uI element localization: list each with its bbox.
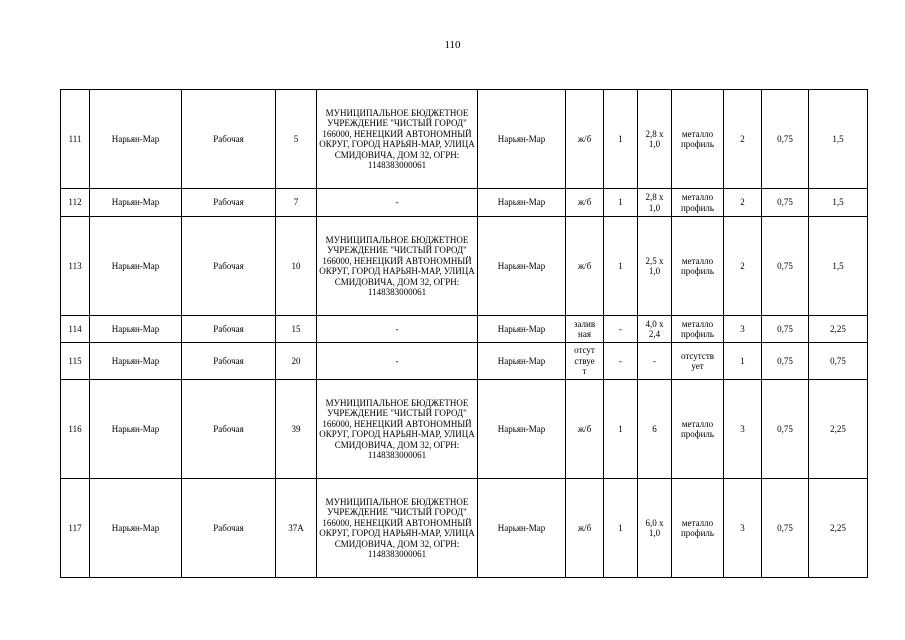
- container-count-cell-text: 3: [740, 522, 745, 533]
- source-city-cell: [478, 189, 566, 217]
- waste-site-register-table: [60, 89, 868, 578]
- table-row: [61, 90, 868, 189]
- row-number-cell: [61, 343, 90, 380]
- row-number-cell-text: 113: [68, 260, 82, 271]
- owner-cell-text: МУНИЦИПАЛЬНОЕ БЮДЖЕТНОЕ УЧРЕЖДЕНИЕ "ЧИСТЫЙ ГОРОД" 166000, НЕНЕЦКИЙ АВТОНОМНЫЙ ОКРУГ, ГОРОД НАРЬЯН-МАР, УЛИЦА СМИДОВИЧА, ДОМ 32, ОГРН: 1148383000061: [319, 496, 475, 559]
- container-count-cell: [724, 343, 762, 380]
- fence-cell: [604, 217, 638, 316]
- surface-type-cell-text: залив ная: [573, 318, 596, 339]
- status-cell-text: Рабочая: [213, 133, 244, 144]
- area-size-cell: [638, 316, 672, 343]
- row-number-cell: [61, 380, 90, 479]
- area-size-cell-text: 4,0 x 2,4: [645, 318, 664, 339]
- fence-cell-text: -: [619, 355, 622, 366]
- status-cell: [182, 217, 276, 316]
- city-cell-text: Нарьян-Мар: [111, 133, 160, 144]
- total-volume-cell-text: 2,25: [830, 423, 846, 434]
- source-city-cell-text: Нарьян-Мар: [497, 197, 546, 208]
- area-size-cell-text: -: [653, 355, 656, 366]
- city-cell-text: Нарьян-Мар: [111, 260, 160, 271]
- table-row: [61, 316, 868, 343]
- source-city-cell: [478, 316, 566, 343]
- fence-cell: [604, 189, 638, 217]
- container-volume-cell-text: 0,75: [777, 423, 793, 434]
- table-row: [61, 380, 868, 479]
- surface-type-cell: [566, 189, 604, 217]
- total-volume-cell: [809, 189, 868, 217]
- container-material-cell-text: металло профиль: [680, 192, 715, 213]
- point-number-cell-text: 15: [291, 323, 301, 334]
- container-volume-cell-text: 0,75: [777, 197, 793, 208]
- container-volume-cell: [762, 479, 809, 578]
- container-count-cell-text: 1: [740, 355, 745, 366]
- container-material-cell: [672, 90, 724, 189]
- surface-type-cell-text: ж/б: [577, 133, 592, 144]
- source-city-cell: [478, 217, 566, 316]
- fence-cell-text: 1: [618, 133, 623, 144]
- row-number-cell-text: 112: [68, 197, 82, 208]
- table-body: [61, 90, 868, 578]
- total-volume-cell: [809, 316, 868, 343]
- container-material-cell: [672, 217, 724, 316]
- container-volume-cell: [762, 90, 809, 189]
- city-cell-text: Нарьян-Мар: [111, 423, 160, 434]
- source-city-cell-text: Нарьян-Мар: [497, 260, 546, 271]
- row-number-cell: [61, 90, 90, 189]
- owner-cell: [317, 90, 478, 189]
- area-size-cell-text: 6: [652, 423, 657, 434]
- source-city-cell-text: Нарьян-Мар: [497, 133, 546, 144]
- table-row: [61, 343, 868, 380]
- point-number-cell: [276, 343, 317, 380]
- row-number-cell: [61, 316, 90, 343]
- total-volume-cell: [809, 479, 868, 578]
- source-city-cell: [478, 380, 566, 479]
- point-number-cell: [276, 189, 317, 217]
- surface-type-cell: [566, 316, 604, 343]
- fence-cell-text: 1: [618, 522, 623, 533]
- container-count-cell: [724, 479, 762, 578]
- container-count-cell: [724, 380, 762, 479]
- owner-cell: [317, 316, 478, 343]
- row-number-cell-text: 115: [68, 355, 82, 366]
- status-cell: [182, 316, 276, 343]
- owner-cell: [317, 343, 478, 380]
- city-cell: [90, 479, 182, 578]
- fence-cell: [604, 343, 638, 380]
- container-material-cell: [672, 316, 724, 343]
- surface-type-cell: [566, 90, 604, 189]
- container-material-cell: [672, 479, 724, 578]
- status-cell: [182, 343, 276, 380]
- owner-cell: [317, 189, 478, 217]
- table-row: [61, 217, 868, 316]
- area-size-cell-text: 2,8 x 1,0: [645, 192, 664, 213]
- total-volume-cell: [809, 90, 868, 189]
- point-number-cell: [276, 316, 317, 343]
- surface-type-cell: [566, 380, 604, 479]
- total-volume-cell: [809, 217, 868, 316]
- city-cell: [90, 189, 182, 217]
- area-size-cell: [638, 90, 672, 189]
- container-volume-cell-text: 0,75: [777, 260, 793, 271]
- fence-cell: [604, 90, 638, 189]
- container-volume-cell-text: 0,75: [777, 133, 793, 144]
- area-size-cell: [638, 189, 672, 217]
- point-number-cell: [276, 380, 317, 479]
- container-material-cell-text: металло профиль: [680, 255, 715, 276]
- owner-cell-text: МУНИЦИПАЛЬНОЕ БЮДЖЕТНОЕ УЧРЕЖДЕНИЕ "ЧИСТЫЙ ГОРОД" 166000, НЕНЕЦКИЙ АВТОНОМНЫЙ ОКРУГ, ГОРОД НАРЬЯН-МАР, УЛИЦА СМИДОВИЧА, ДОМ 32, ОГРН: 1148383000061: [319, 397, 475, 460]
- city-cell-text: Нарьян-Мар: [111, 197, 160, 208]
- total-volume-cell-text: 1,5: [832, 197, 844, 208]
- surface-type-cell-text: ж/б: [577, 522, 592, 533]
- city-cell: [90, 316, 182, 343]
- source-city-cell-text: Нарьян-Мар: [497, 323, 546, 334]
- container-volume-cell: [762, 380, 809, 479]
- fence-cell: [604, 380, 638, 479]
- area-size-cell: [638, 217, 672, 316]
- owner-cell: [317, 479, 478, 578]
- status-cell: [182, 189, 276, 217]
- source-city-cell-text: Нарьян-Мар: [497, 355, 546, 366]
- container-material-cell-text: металло профиль: [680, 128, 715, 149]
- container-count-cell-text: 2: [740, 260, 745, 271]
- area-size-cell-text: 2,5 x 1,0: [645, 255, 664, 276]
- owner-cell-text: МУНИЦИПАЛЬНОЕ БЮДЖЕТНОЕ УЧРЕЖДЕНИЕ "ЧИСТЫЙ ГОРОД" 166000, НЕНЕЦКИЙ АВТОНОМНЫЙ ОКРУГ, ГОРОД НАРЬЯН-МАР, УЛИЦА СМИДОВИЧА, ДОМ 32, ОГРН: 1148383000061: [319, 234, 475, 297]
- surface-type-cell: [566, 343, 604, 380]
- source-city-cell: [478, 90, 566, 189]
- surface-type-cell: [566, 217, 604, 316]
- container-volume-cell: [762, 217, 809, 316]
- container-volume-cell-text: 0,75: [777, 522, 793, 533]
- fence-cell-text: 1: [618, 423, 623, 434]
- city-cell: [90, 217, 182, 316]
- container-count-cell: [724, 189, 762, 217]
- surface-type-cell-text: отсут ствуе т: [574, 345, 595, 377]
- point-number-cell-text: 20: [291, 355, 301, 366]
- container-material-cell: [672, 380, 724, 479]
- container-material-cell: [672, 343, 724, 380]
- status-cell-text: Рабочая: [213, 423, 244, 434]
- point-number-cell-text: 7: [293, 197, 299, 208]
- row-number-cell-text: 117: [68, 522, 82, 533]
- city-cell: [90, 380, 182, 479]
- total-volume-cell: [809, 380, 868, 479]
- total-volume-cell-text: 2,25: [830, 323, 846, 334]
- fence-cell-text: 1: [618, 197, 623, 208]
- source-city-cell: [478, 343, 566, 380]
- row-number-cell: [61, 217, 90, 316]
- total-volume-cell-text: 1,5: [832, 133, 844, 144]
- point-number-cell: [276, 90, 317, 189]
- source-city-cell-text: Нарьян-Мар: [497, 423, 546, 434]
- area-size-cell: [638, 479, 672, 578]
- row-number-cell-text: 116: [68, 423, 82, 434]
- status-cell-text: Рабочая: [213, 355, 244, 366]
- owner-cell-text: МУНИЦИПАЛЬНОЕ БЮДЖЕТНОЕ УЧРЕЖДЕНИЕ "ЧИСТЫЙ ГОРОД" 166000, НЕНЕЦКИЙ АВТОНОМНЫЙ ОКРУГ, ГОРОД НАРЬЯН-МАР, УЛИЦА СМИДОВИЧА, ДОМ 32, ОГРН: 1148383000061: [319, 107, 475, 170]
- fence-cell-text: -: [619, 323, 622, 334]
- row-number-cell: [61, 479, 90, 578]
- city-cell-text: Нарьян-Мар: [111, 355, 160, 366]
- container-material-cell-text: металло профиль: [680, 418, 715, 439]
- container-count-cell: [724, 316, 762, 343]
- area-size-cell: [638, 380, 672, 479]
- fence-cell: [604, 316, 638, 343]
- source-city-cell-text: Нарьян-Мар: [497, 522, 546, 533]
- page-number: 110: [444, 39, 461, 51]
- container-volume-cell: [762, 343, 809, 380]
- city-cell-text: Нарьян-Мар: [111, 323, 160, 334]
- owner-cell-text: -: [395, 197, 399, 208]
- point-number-cell-text: 39: [291, 423, 301, 434]
- row-number-cell-text: 114: [68, 323, 82, 334]
- status-cell-text: Рабочая: [213, 323, 244, 334]
- container-material-cell-text: отсутств ует: [680, 350, 715, 371]
- status-cell: [182, 479, 276, 578]
- point-number-cell-text: 37А: [288, 522, 304, 533]
- table-row: [61, 479, 868, 578]
- container-count-cell-text: 2: [740, 197, 745, 208]
- source-city-cell: [478, 479, 566, 578]
- row-number-cell-text: 111: [68, 133, 82, 144]
- surface-type-cell-text: ж/б: [577, 260, 592, 271]
- container-count-cell: [724, 90, 762, 189]
- row-number-cell: [61, 189, 90, 217]
- status-cell-text: Рабочая: [213, 197, 244, 208]
- container-volume-cell-text: 0,75: [777, 323, 793, 334]
- owner-cell-text: -: [395, 323, 399, 334]
- city-cell: [90, 90, 182, 189]
- owner-cell: [317, 380, 478, 479]
- total-volume-cell-text: 2,25: [830, 522, 846, 533]
- area-size-cell: [638, 343, 672, 380]
- owner-cell: [317, 217, 478, 316]
- area-size-cell-text: 6,0 x 1,0: [645, 517, 664, 538]
- container-count-cell-text: 2: [740, 133, 745, 144]
- point-number-cell-text: 5: [293, 133, 299, 144]
- table-row: [61, 189, 868, 217]
- area-size-cell-text: 2,8 x 1,0: [645, 128, 664, 149]
- surface-type-cell-text: ж/б: [577, 197, 592, 208]
- fence-cell: [604, 479, 638, 578]
- container-count-cell-text: 3: [740, 423, 745, 434]
- total-volume-cell: [809, 343, 868, 380]
- point-number-cell: [276, 217, 317, 316]
- container-volume-cell: [762, 316, 809, 343]
- container-count-cell-text: 3: [740, 323, 745, 334]
- city-cell: [90, 343, 182, 380]
- container-material-cell-text: металло профиль: [680, 517, 715, 538]
- container-material-cell: [672, 189, 724, 217]
- container-volume-cell-text: 0,75: [777, 355, 793, 366]
- status-cell: [182, 90, 276, 189]
- surface-type-cell: [566, 479, 604, 578]
- fence-cell-text: 1: [618, 260, 623, 271]
- container-count-cell: [724, 217, 762, 316]
- point-number-cell-text: 10: [291, 260, 301, 271]
- total-volume-cell-text: 0,75: [830, 355, 846, 366]
- owner-cell-text: -: [395, 355, 399, 366]
- status-cell: [182, 380, 276, 479]
- status-cell-text: Рабочая: [213, 522, 244, 533]
- surface-type-cell-text: ж/б: [577, 423, 592, 434]
- status-cell-text: Рабочая: [213, 260, 244, 271]
- total-volume-cell-text: 1,5: [832, 260, 844, 271]
- city-cell-text: Нарьян-Мар: [111, 522, 160, 533]
- container-material-cell-text: металло профиль: [680, 318, 715, 339]
- container-volume-cell: [762, 189, 809, 217]
- point-number-cell: [276, 479, 317, 578]
